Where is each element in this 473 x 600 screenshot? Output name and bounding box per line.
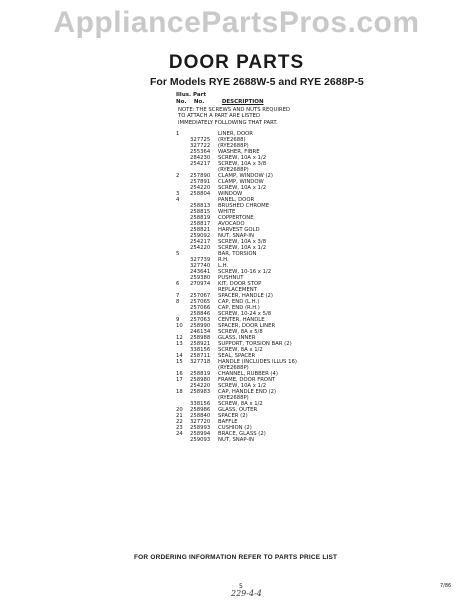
part-description: FRAME, DOOR FRONT — [218, 377, 276, 383]
part-number: 258988 — [190, 335, 211, 341]
illus-number: 5 — [176, 251, 180, 257]
part-number: 243641 — [190, 269, 211, 275]
part-description: WASHER, FIBRE — [218, 149, 260, 155]
part-description: NUT, SNAP-IN — [218, 437, 254, 443]
part-number: 258815 — [190, 209, 211, 215]
part-number: 259092 — [190, 233, 211, 239]
illus-number: 10 — [176, 323, 183, 329]
part-description: REPLACEMENT — [218, 287, 257, 293]
part-number: 258817 — [190, 221, 211, 227]
illus-number: 17 — [176, 377, 183, 383]
part-number: 257066 — [190, 305, 211, 311]
part-number: 257891 — [190, 179, 211, 185]
part-number: 258986 — [190, 407, 211, 413]
note-line: TO ATTACH A PART ARE LISTED — [178, 113, 261, 120]
part-description: L.H. — [218, 263, 229, 269]
part-number: 258921 — [190, 341, 211, 347]
illus-number: 15 — [176, 359, 183, 365]
part-description: LINER, DOOR — [218, 131, 253, 137]
part-description: R.H. — [218, 257, 229, 263]
part-description: BRUSHED CHROME — [218, 203, 270, 209]
part-number: 258846 — [190, 311, 211, 317]
parts-list — [176, 131, 376, 443]
illus-number: 13 — [176, 341, 183, 347]
illus-number: 20 — [176, 407, 183, 413]
part-number: 259093 — [190, 437, 211, 443]
part-description: NUT, SNAP-IN — [218, 233, 254, 239]
part-number: 258980 — [190, 377, 211, 383]
part-number: 338156 — [190, 401, 211, 407]
part-description: SCREW, 8A x 5/8 — [218, 329, 263, 335]
page-title: DOOR PARTS — [168, 52, 305, 73]
part-description: HARVEST GOLD — [218, 227, 260, 233]
part-number: 254220 — [190, 245, 211, 251]
part-description: (RYE2688P) — [218, 365, 249, 371]
part-number: 258994 — [190, 431, 211, 437]
part-description: SCREW, 10A x 3/8 — [218, 239, 267, 245]
part-number: 338156 — [190, 347, 211, 353]
part-description: CAP, END (L.H.) — [218, 299, 260, 305]
part-number: 258983 — [190, 389, 211, 395]
part-number: 255364 — [190, 149, 211, 155]
part-number: 257067 — [190, 293, 211, 299]
part-description: SPACER, HANDLE (2) — [218, 293, 273, 299]
illus-number: 14 — [176, 353, 183, 359]
part-description: PANEL, DOOR — [218, 197, 255, 203]
part-description: BAR, TORSION — [218, 251, 257, 257]
header-no-2: No. — [193, 98, 205, 105]
part-description: CAP, END (R.H.) — [218, 305, 260, 311]
illus-number: 9 — [176, 317, 180, 323]
header-description: DESCRIPTION — [221, 98, 264, 105]
part-description: SCREW, 10-24 x 5/8 — [218, 311, 272, 317]
handwritten-note: 229-4-4 — [231, 589, 262, 598]
part-description: (RYE2688) — [218, 137, 246, 143]
screws-note — [178, 107, 290, 126]
part-number: 327740 — [190, 263, 211, 269]
part-description: GLASS, OUTER — [218, 407, 258, 413]
part-number: 257063 — [190, 317, 211, 323]
part-number: 258990 — [190, 323, 211, 329]
illus-number: 4 — [176, 197, 180, 203]
part-number: 258993 — [190, 425, 211, 431]
part-number: 327722 — [190, 143, 211, 149]
part-number: 258813 — [190, 203, 211, 209]
watermark: AppliancePartsPros.com — [53, 6, 420, 39]
part-number: 254217 — [190, 239, 211, 245]
models-subtitle: For Models RYE 2688W-5 and RYE 2688P-5 — [150, 76, 364, 88]
part-number: 258840 — [190, 413, 211, 419]
ordering-info-footer: FOR ORDERING INFORMATION REFER TO PARTS PRICE LIST — [134, 554, 338, 561]
part-description: (RYE2688P) — [218, 143, 249, 149]
part-description: SCREW, 10A x 3/8 — [218, 161, 267, 167]
part-number: 257890 — [190, 173, 211, 179]
part-row — [176, 437, 376, 443]
part-description: KIT, DOOR STOP — [218, 281, 262, 287]
part-description: WHITE — [218, 209, 236, 215]
part-number: 254220 — [190, 185, 211, 191]
part-description: GLASS, INNER — [218, 335, 256, 341]
note-line: NOTE: THE SCREWS AND NUTS REQUIRED — [178, 107, 291, 113]
part-description: SEAL, SPACER — [218, 353, 256, 359]
column-header — [176, 92, 264, 105]
illus-number: 18 — [176, 389, 183, 395]
part-description: CHANNEL, RUBBER (4) — [218, 371, 278, 377]
header-row-2 — [176, 99, 264, 106]
illus-number: 3 — [176, 191, 180, 197]
illus-number: 2 — [176, 173, 180, 179]
part-description: SCREW, 10A x 1/2 — [218, 155, 267, 161]
header-no-1: No. — [176, 98, 187, 105]
part-description: (RYE2688P) — [218, 167, 249, 173]
part-description: CLAMP, WINDOW (2) — [218, 173, 273, 179]
part-description: BAFFLE — [218, 419, 238, 425]
part-description: HANDLE (INCLUDES ILLUS 16) — [218, 359, 297, 365]
part-number: 259380 — [190, 275, 211, 281]
part-number: 327718 — [190, 359, 211, 365]
part-number: 284230 — [190, 155, 211, 161]
part-description: SPACER, DOOR LINER — [218, 323, 276, 329]
page-number: 5 — [239, 583, 243, 590]
illus-number: 16 — [176, 371, 183, 377]
part-number: 258819 — [190, 215, 211, 221]
illus-number: 8 — [176, 299, 180, 305]
part-number: 258821 — [190, 227, 211, 233]
illus-number: 23 — [176, 425, 183, 431]
header-illus-part: Illus. Part — [176, 92, 206, 98]
part-description: BRACE, GLASS (2) — [218, 431, 266, 437]
part-description: CLAMP, WINDOW — [218, 179, 264, 185]
illus-number: 22 — [176, 419, 183, 425]
part-description: WINDOW — [218, 191, 243, 197]
part-number: 327739 — [190, 257, 211, 263]
note-line: IMMEDIATELY FOLLOWING THAT PART. — [178, 119, 278, 126]
part-description: COPPERTONE — [218, 215, 254, 221]
part-description: (RYE2688P) — [218, 395, 249, 401]
part-description: AVOCADO — [218, 221, 245, 227]
illus-number: 6 — [176, 281, 180, 287]
part-description: SCREW, 10A x 1/2 — [218, 245, 267, 251]
document-code: 7/86 — [440, 583, 452, 589]
illus-number: 1 — [176, 131, 180, 137]
part-number: 258804 — [190, 191, 211, 197]
part-description: CAP, HANDLE END (2) — [218, 389, 277, 395]
part-number: 258819 — [190, 371, 211, 377]
part-description: CUSHION (2) — [218, 425, 252, 431]
part-number: 246134 — [190, 329, 211, 335]
part-number: 270974 — [190, 281, 211, 287]
part-number: 258711 — [190, 353, 211, 359]
part-description: SCREW, 8A x 1/2 — [218, 401, 263, 407]
part-description: SUPPORT, TORSION BAR (2) — [218, 341, 292, 347]
illus-number: 7 — [176, 293, 180, 299]
illus-number: 24 — [176, 431, 183, 437]
part-description: SCREW, 10A x 1/2 — [218, 185, 267, 191]
illus-number: 21 — [176, 413, 183, 419]
part-number: 327725 — [190, 137, 211, 143]
part-description: SCREW, 10-16 x 1/2 — [218, 269, 272, 275]
part-number: 327720 — [190, 419, 211, 425]
part-description: SPACER (2) — [218, 413, 248, 419]
part-description: SCREW, 10A x 1/2 — [218, 383, 267, 389]
part-number: 257065 — [190, 299, 211, 305]
part-description: SCREW, 8A x 1/2 — [218, 347, 263, 353]
part-description: PUSHNUT — [218, 275, 244, 281]
part-number: 254220 — [190, 383, 211, 389]
part-description: CENTER, HANDLE — [218, 317, 265, 323]
illus-number: 12 — [176, 335, 183, 341]
part-number: 254217 — [190, 161, 211, 167]
